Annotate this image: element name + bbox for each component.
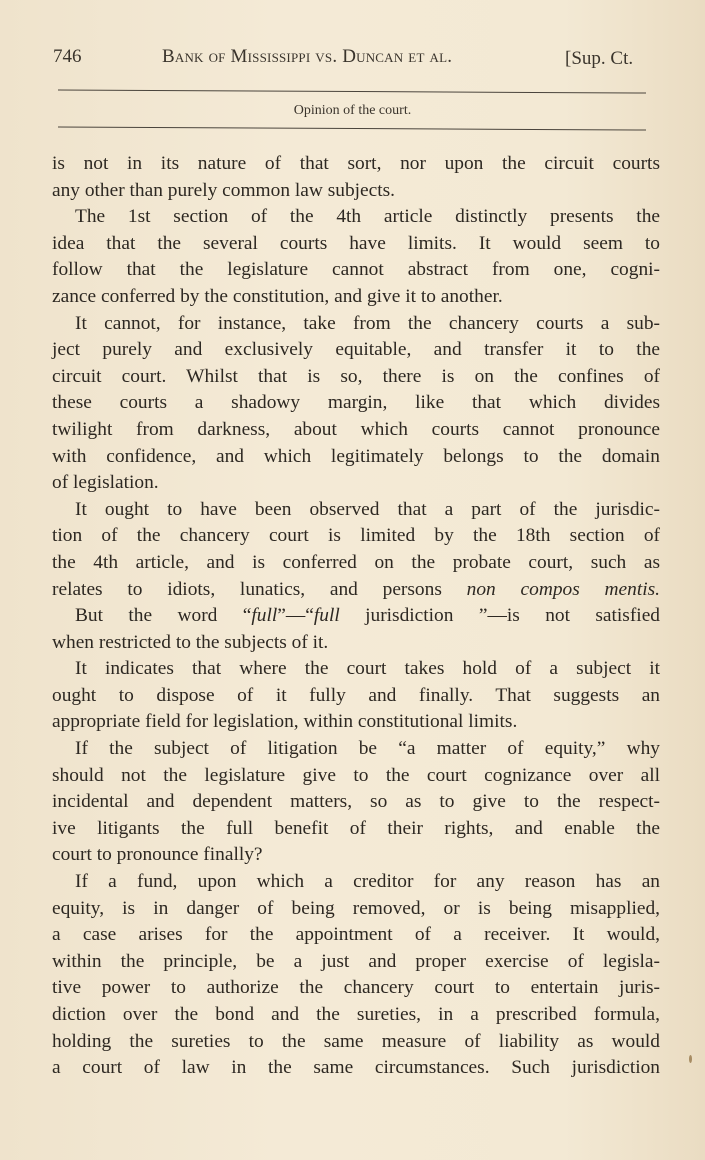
line-text: jurisdiction ”—is not satisfied xyxy=(339,605,660,627)
line-text: when restricted to the subjects of it. xyxy=(52,631,329,653)
text-line xyxy=(52,763,660,790)
text-line xyxy=(52,231,660,258)
text-line xyxy=(52,709,660,736)
line-text: tive power to authorize the chancery court to entertain juris- xyxy=(52,977,660,999)
text-line xyxy=(52,975,660,1002)
text-line xyxy=(52,789,660,816)
text-line xyxy=(52,1002,660,1029)
line-text: appropriate field for legislation, within constitutional limits. xyxy=(52,711,518,733)
text-line xyxy=(52,577,660,604)
text-line xyxy=(52,550,660,577)
text-line xyxy=(52,896,660,923)
line-text: incidental and dependent matters, so as to give to the respect- xyxy=(52,791,660,813)
line-text: idea that the several courts have limits. It would seem to xyxy=(52,232,660,254)
paper-blemish xyxy=(689,1055,692,1063)
line-text: should not the legislature give to the court cognizance over all xyxy=(52,764,660,786)
text-line xyxy=(52,1029,660,1056)
line-text: these courts a shadowy margin, like that which divides xyxy=(52,392,660,414)
line-text: equity, is in danger of being removed, or is being misapplied, xyxy=(52,897,660,919)
text-line xyxy=(52,683,660,710)
header-rule-top xyxy=(58,89,646,93)
line-text: holding the sureties to the same measure of liability as would xyxy=(52,1030,660,1052)
line-text: within the principle, be a just and proper exercise of legisla- xyxy=(52,950,660,972)
text-line xyxy=(52,816,660,843)
text-line xyxy=(52,364,660,391)
line-text: zance conferred by the constitution, and give it to another. xyxy=(52,285,503,307)
line-text: If the subject of litigation be “a matter of equity,” why xyxy=(75,738,660,760)
line-text: court to pronounce finally? xyxy=(52,844,263,866)
text-line xyxy=(52,390,660,417)
text-line xyxy=(52,257,660,284)
header-rule-bottom xyxy=(58,126,646,130)
text-line xyxy=(52,151,660,178)
italic-text: full xyxy=(313,605,340,627)
text-line xyxy=(52,284,660,311)
line-text: a court of law in the same circumstances. Such jurisdiction xyxy=(52,1057,660,1079)
text-line xyxy=(52,178,660,205)
line-text: diction over the bond and the sureties, in a prescribed formula, xyxy=(52,1004,660,1025)
text-line xyxy=(52,204,660,231)
text-line xyxy=(52,949,660,976)
line-text: If a fund, upon which a creditor for any reason has an xyxy=(75,871,660,893)
court-designation: [Sup. Ct. xyxy=(565,48,634,69)
line-text: ive litigants the full benefit of their rights, and enable the xyxy=(52,817,660,839)
line-text: circuit court. Whilst that is so, there is on the confines of xyxy=(52,365,660,387)
line-text: It cannot, for instance, take from the chancery courts a sub- xyxy=(75,312,660,334)
line-text: ”—“ xyxy=(277,605,314,627)
italic-text: full xyxy=(251,605,278,627)
section-title: Opinion of the court. xyxy=(293,103,412,118)
line-text: ought to dispose of it fully and finally. That suggests an xyxy=(52,684,660,706)
line-text: twilight from darkness, about which courts cannot pronounce xyxy=(52,418,660,440)
text-line xyxy=(52,444,660,471)
line-text: relates to idiots, lunatics, and persons xyxy=(52,578,467,600)
line-text: The 1st section of the 4th article distinctly presents the xyxy=(75,206,660,228)
text-line xyxy=(52,842,660,869)
text-line xyxy=(52,311,660,338)
line-text: ject purely and exclusively equitable, and transfer it to the xyxy=(52,339,660,361)
line-text: the 4th article, and is conferred on the probate court, such as xyxy=(52,551,660,573)
text-line xyxy=(52,337,660,364)
text-line xyxy=(52,1055,660,1082)
text-line xyxy=(52,736,660,763)
text-line xyxy=(52,470,660,497)
text-line xyxy=(52,922,660,949)
text-line xyxy=(52,869,660,896)
line-text: is not in its nature of that sort, nor upon the circuit courts xyxy=(52,153,660,174)
text-line xyxy=(52,630,660,657)
line-text: with confidence, and which legitimately belongs to the domain xyxy=(52,445,660,467)
text-line xyxy=(52,603,660,630)
line-text: But the word “ xyxy=(75,605,252,627)
line-text: a case arises for the appointment of a receiver. It would, xyxy=(52,924,660,946)
line-text: follow that the legislature cannot abstract from one, cogni- xyxy=(52,259,660,281)
italic-text: non compos mentis. xyxy=(466,578,660,600)
text-line xyxy=(52,523,660,550)
body-text xyxy=(52,151,660,1082)
text-line xyxy=(52,656,660,683)
text-line xyxy=(52,417,660,444)
running-head: Bank of Mississippi vs. Duncan et al. xyxy=(162,46,453,67)
line-text: tion of the chancery court is limited by the 18th section of xyxy=(52,525,660,547)
line-text: of legislation. xyxy=(52,472,159,494)
line-text: any other than purely common law subjects. xyxy=(52,179,396,201)
text-line xyxy=(52,497,660,524)
page-number: 746 xyxy=(53,46,82,67)
line-text: It ought to have been observed that a part of the jurisdic- xyxy=(75,498,660,520)
line-text: It indicates that where the court takes hold of a subject it xyxy=(75,658,660,680)
